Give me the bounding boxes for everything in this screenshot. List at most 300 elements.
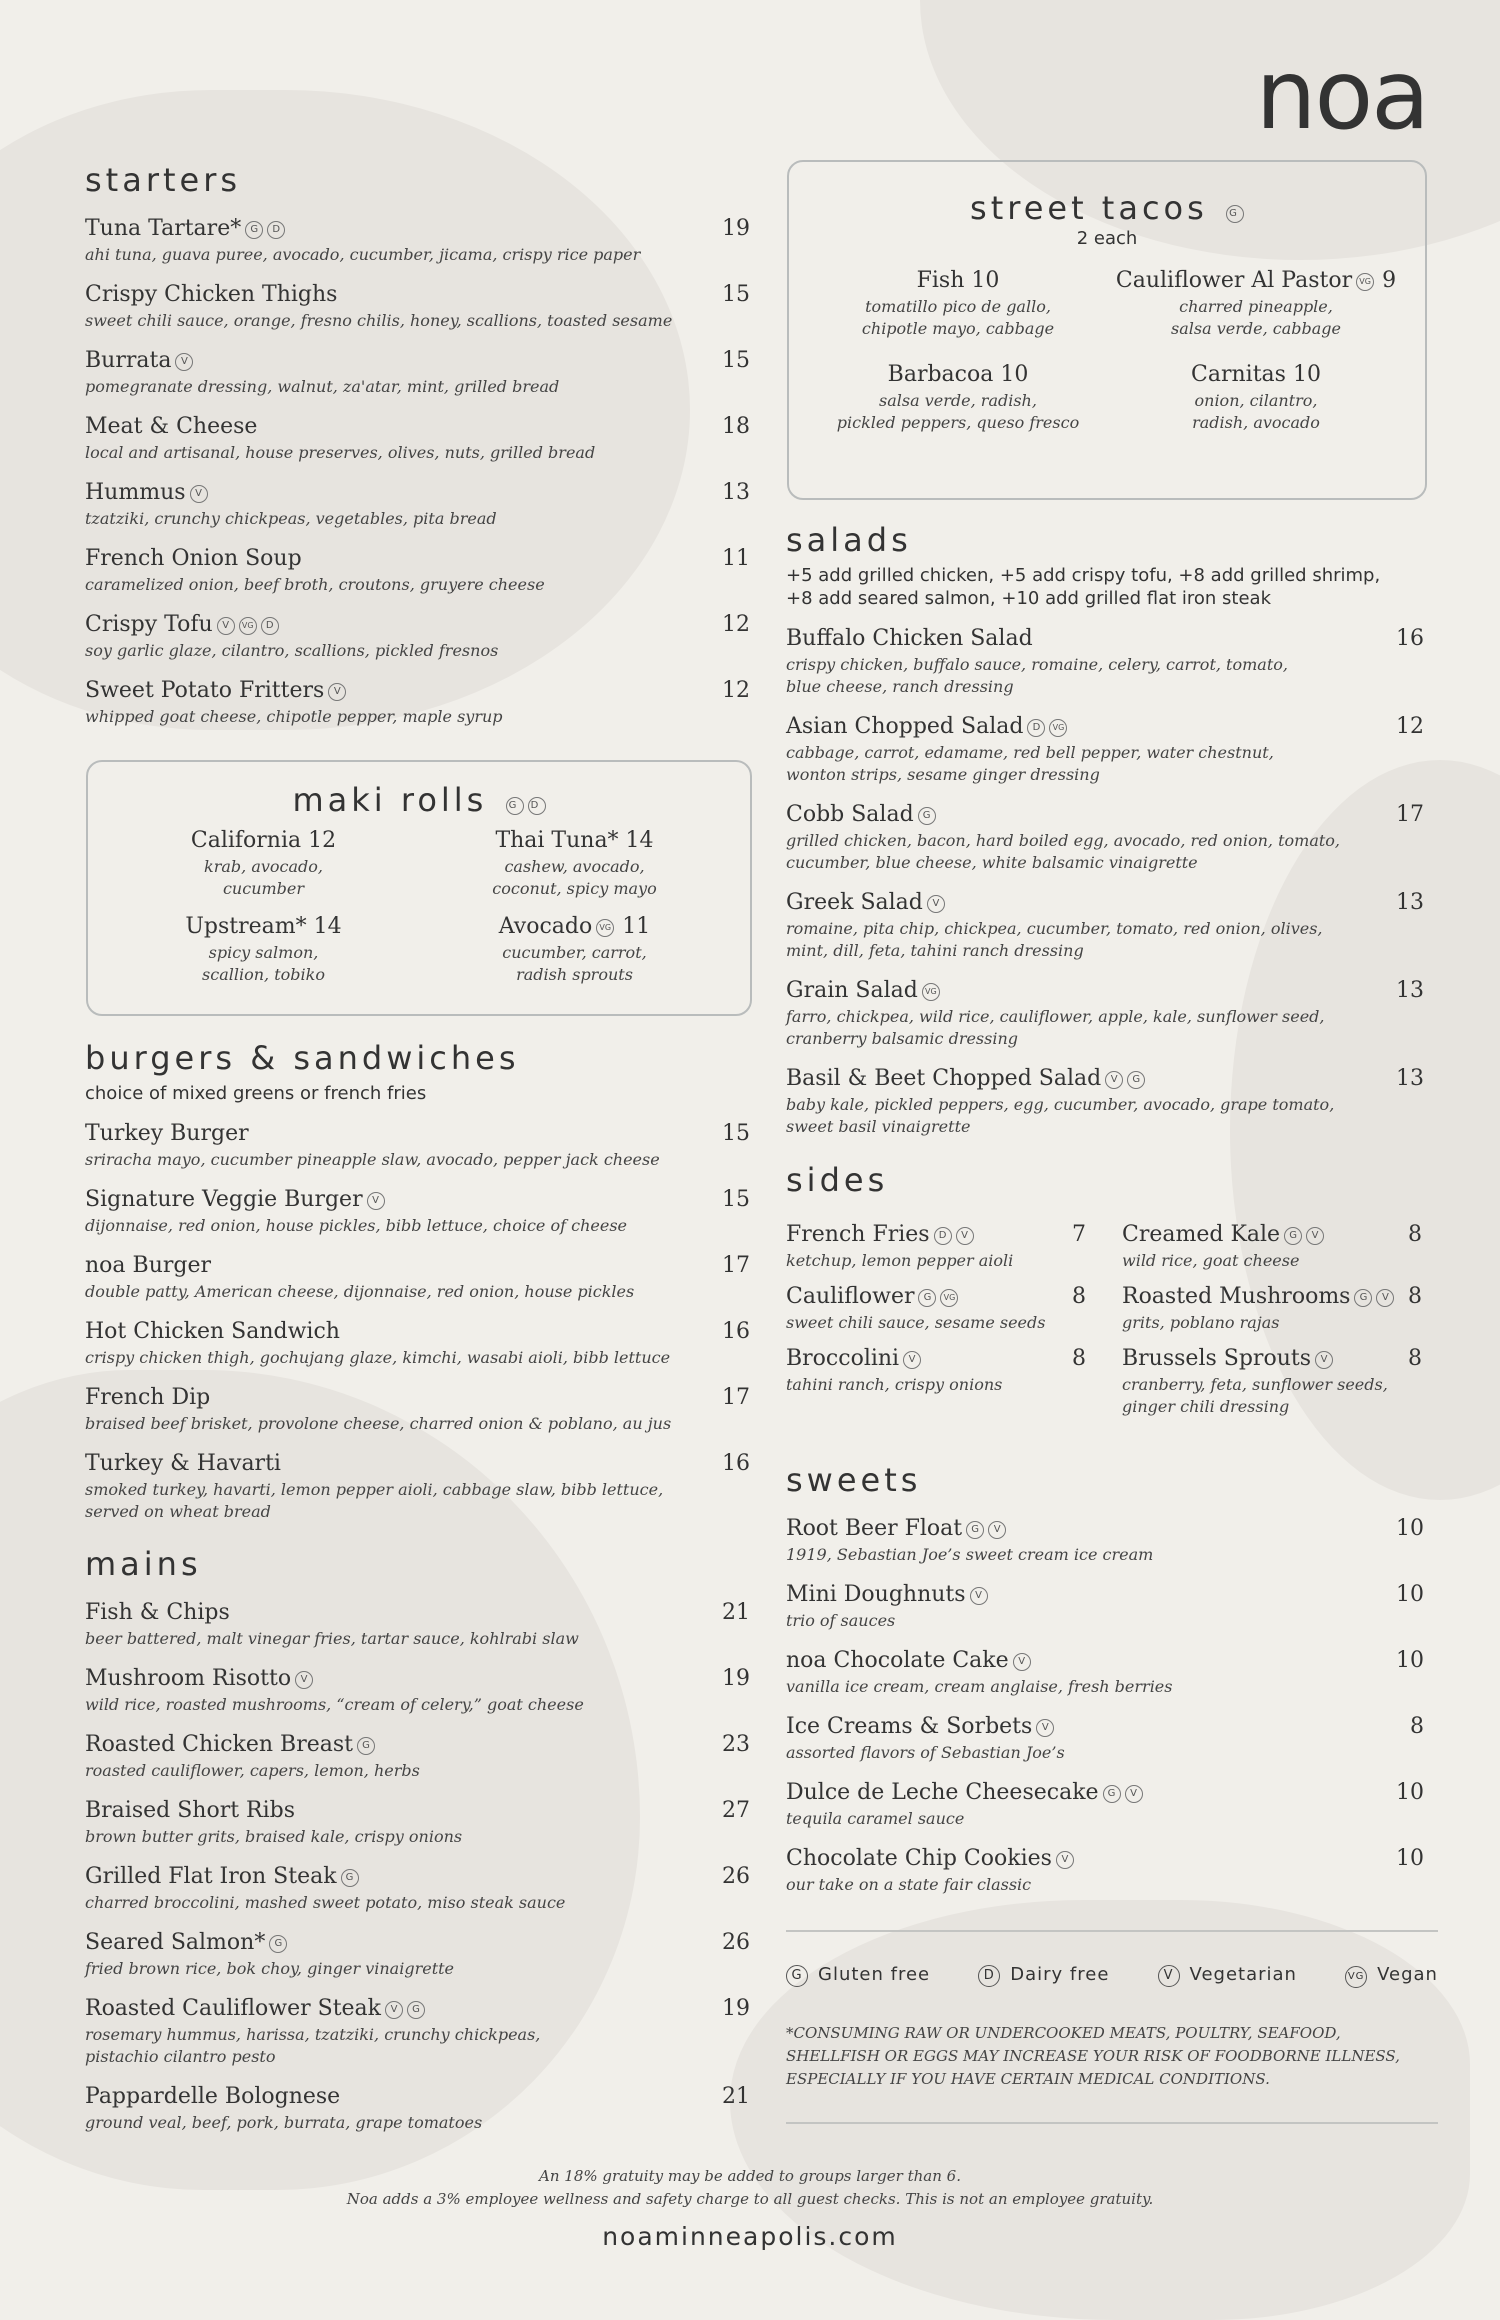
menu-item-name: Roasted Cauliflower Steak bbox=[85, 1996, 382, 2021]
menu-item-name: Grilled Flat Iron Steak bbox=[85, 1864, 337, 1889]
menu-item-name: Sweet Potato Fritters bbox=[85, 678, 325, 703]
menu-item-row bbox=[85, 1119, 750, 1149]
menu-item-row bbox=[85, 544, 750, 574]
grid-item-title bbox=[419, 826, 730, 856]
menu-item-row bbox=[85, 1317, 750, 1347]
menu-item-name: French Dip bbox=[85, 1385, 211, 1410]
mains-section bbox=[85, 1544, 750, 2134]
side-item-row bbox=[786, 1344, 1086, 1374]
side-item-name: Cauliflower bbox=[786, 1284, 915, 1309]
menu-item-price: 19 bbox=[722, 216, 750, 241]
menu-item-description: grilled chicken, bacon, hard boiled egg, avocado, red onion, tomato, bbox=[786, 831, 1341, 850]
dairy-free-icon: D bbox=[261, 617, 279, 635]
menu-item bbox=[85, 412, 750, 464]
grid-item-title bbox=[419, 912, 730, 942]
noa-logo: noa bbox=[1255, 39, 1428, 151]
dairy-free-icon: D bbox=[1027, 719, 1045, 737]
grid-item-description: radish, avocado bbox=[1192, 413, 1320, 432]
menu-item-title bbox=[85, 1383, 210, 1413]
menu-item-description: vanilla ice cream, cream anglaise, fresh berries bbox=[786, 1677, 1173, 1696]
menu-item-row bbox=[786, 1580, 1424, 1610]
menu-item-description: ahi tuna, guava puree, avocado, cucumber, jicama, crispy rice paper bbox=[85, 245, 641, 264]
menu-item bbox=[85, 2082, 750, 2134]
menu-item-name: Chocolate Chip Cookies bbox=[786, 1846, 1052, 1871]
menu-item-title bbox=[85, 1185, 385, 1215]
dairy-free-icon: D bbox=[934, 1227, 952, 1245]
menu-item-description: ground veal, beef, pork, burrata, grape tomatoes bbox=[85, 2113, 483, 2132]
grid-item bbox=[108, 826, 419, 900]
menu-item-row bbox=[786, 1778, 1424, 1808]
menu-item-description: pomegranate dressing, walnut, za'atar, mint, grilled bread bbox=[85, 377, 560, 396]
menu-item-title bbox=[85, 214, 285, 244]
vegetarian-icon: V bbox=[903, 1351, 921, 1369]
menu-item bbox=[85, 346, 750, 398]
legend-label: Vegetarian bbox=[1189, 1964, 1297, 1985]
tacos-grid bbox=[789, 266, 1425, 434]
menu-item-name: Hummus bbox=[85, 480, 186, 505]
menu-item-price: 12 bbox=[1396, 714, 1424, 739]
menu-item bbox=[85, 1251, 750, 1303]
menu-item-title bbox=[85, 1664, 313, 1694]
menu-item-name: Braised Short Ribs bbox=[85, 1798, 296, 1823]
tacos-sub: 2 each bbox=[1076, 228, 1138, 249]
menu-item-row bbox=[786, 1712, 1424, 1742]
menu-item-description: mint, dill, feta, tahini ranch dressing bbox=[786, 941, 1084, 960]
menu-item-name: Crispy Tofu bbox=[85, 612, 213, 637]
menu-item-description: rosemary hummus, harissa, tzatziki, crunchy chickpeas, bbox=[85, 2025, 541, 2044]
vegetarian-icon: V bbox=[367, 1192, 385, 1210]
menu-item-row bbox=[85, 412, 750, 442]
menu-item-name: Burrata bbox=[85, 348, 172, 373]
grid-item-description: tomatillo pico de gallo, bbox=[865, 297, 1051, 316]
legend-label: Dairy free bbox=[1010, 1964, 1110, 1985]
side-item-description: wild rice, goat cheese bbox=[1122, 1251, 1300, 1270]
side-item-title bbox=[786, 1282, 958, 1312]
burgers-list bbox=[85, 1119, 750, 1523]
menu-item-description: served on wheat bread bbox=[85, 1502, 271, 1521]
legend-label: Gluten free bbox=[818, 1964, 931, 1985]
side-item-name: Broccolini bbox=[786, 1346, 900, 1371]
menu-item bbox=[85, 610, 750, 662]
menu-item-price: 10 bbox=[1396, 1648, 1424, 1673]
dairy-free-icon: D bbox=[528, 797, 546, 815]
menu-item bbox=[85, 1664, 750, 1716]
menu-item-description: charred broccolini, mashed sweet potato, miso steak sauce bbox=[85, 1893, 566, 1912]
menu-item-price: 18 bbox=[722, 414, 750, 439]
vegetarian-icon: V bbox=[328, 683, 346, 701]
menu-item-price: 15 bbox=[722, 1187, 750, 1212]
grid-item-name: California 12 bbox=[190, 828, 337, 853]
menu-item-title bbox=[786, 976, 940, 1006]
salads-list bbox=[786, 624, 1424, 1138]
section-title-mains: mains bbox=[85, 1545, 202, 1583]
menu-item-price: 16 bbox=[1396, 626, 1424, 651]
menu-item bbox=[786, 1064, 1424, 1138]
menu-item bbox=[85, 214, 750, 266]
menu-item-row bbox=[786, 1514, 1424, 1544]
menu-item-price: 13 bbox=[1396, 1066, 1424, 1091]
sides-grid bbox=[786, 1210, 1424, 1418]
divider-top bbox=[786, 1930, 1438, 1932]
grid-item-description: chipotle mayo, cabbage bbox=[861, 319, 1055, 338]
menu-item-description: our take on a state fair classic bbox=[786, 1875, 1032, 1894]
menu-item bbox=[786, 624, 1424, 698]
menu-item-title bbox=[85, 676, 346, 706]
legend-dairy-free bbox=[978, 1964, 1109, 1988]
menu-item-title bbox=[85, 1862, 359, 1892]
menu-item bbox=[786, 1712, 1424, 1764]
vegetarian-icon: V bbox=[1125, 1785, 1143, 1803]
divider-bottom bbox=[786, 2122, 1438, 2124]
menu-item-name: Root Beer Float bbox=[786, 1516, 963, 1541]
menu-item-description: sweet basil vinaigrette bbox=[786, 1117, 971, 1136]
side-item-title bbox=[1122, 1220, 1324, 1250]
menu-item-name: Asian Chopped Salad bbox=[786, 714, 1024, 739]
menu-item-description: cranberry balsamic dressing bbox=[786, 1029, 1019, 1048]
menu-item bbox=[85, 676, 750, 728]
menu-item-title bbox=[85, 1796, 295, 1826]
menu-item-name: noa Chocolate Cake bbox=[786, 1648, 1009, 1673]
section-title-maki-rolls: maki rolls bbox=[292, 781, 488, 819]
side-item bbox=[1122, 1282, 1422, 1334]
grid-item-price: 11 bbox=[622, 914, 651, 939]
vegetarian-icon: V bbox=[1056, 1851, 1074, 1869]
menu-item bbox=[786, 976, 1424, 1050]
menu-item bbox=[85, 1449, 750, 1523]
menu-item-price: 12 bbox=[722, 678, 750, 703]
vegetarian-icon: V bbox=[1036, 1719, 1054, 1737]
menu-item-name: French Onion Soup bbox=[85, 546, 302, 571]
grid-item-title bbox=[809, 360, 1107, 390]
grid-item-description: salsa verde, radish, bbox=[879, 391, 1037, 410]
menu-item-name: noa Burger bbox=[85, 1253, 211, 1278]
side-item-title bbox=[786, 1220, 974, 1250]
menu-item-description: baby kale, pickled peppers, egg, cucumber, avocado, grape tomato, bbox=[786, 1095, 1335, 1114]
menu-item-price: 10 bbox=[1396, 1846, 1424, 1871]
grid-item-description: charred pineapple, bbox=[1179, 297, 1333, 316]
menu-item-description: caramelized onion, beef broth, croutons, gruyere cheese bbox=[85, 575, 545, 594]
side-item bbox=[786, 1344, 1086, 1418]
menu-item-title bbox=[786, 888, 945, 918]
gluten-free-icon: G bbox=[341, 1869, 359, 1887]
dietary-legend bbox=[786, 1964, 1438, 1988]
side-item-description: sweet chili sauce, sesame seeds bbox=[786, 1313, 1046, 1332]
menu-item-price: 26 bbox=[722, 1930, 750, 1955]
menu-item-row bbox=[85, 1449, 750, 1479]
grid-item-description: cucumber, carrot, bbox=[502, 943, 647, 962]
grid-item bbox=[108, 912, 419, 986]
menu-item-name: Tuna Tartare* bbox=[85, 216, 242, 241]
menu-item-price: 8 bbox=[1410, 1714, 1424, 1739]
maki-grid bbox=[88, 826, 750, 986]
section-title-street-tacos: street tacos bbox=[970, 189, 1208, 227]
menu-item-name: Fish & Chips bbox=[85, 1600, 230, 1625]
menu-item-row bbox=[786, 624, 1424, 654]
side-item-price: 8 bbox=[1408, 1346, 1422, 1371]
menu-item-title bbox=[786, 1712, 1054, 1742]
menu-item-name: Seared Salmon* bbox=[85, 1930, 266, 1955]
menu-item-name: Roasted Chicken Breast bbox=[85, 1732, 353, 1757]
menu-item-name: Dulce de Leche Cheesecake bbox=[786, 1780, 1099, 1805]
menu-item-title bbox=[85, 2082, 340, 2112]
section-title-burgers: burgers & sandwiches bbox=[85, 1039, 520, 1077]
menu-item-row bbox=[786, 1064, 1424, 1094]
menu-item-price: 17 bbox=[722, 1385, 750, 1410]
side-item-title bbox=[1122, 1282, 1394, 1312]
menu-item-price: 13 bbox=[722, 480, 750, 505]
grid-item-name: Avocado bbox=[498, 914, 593, 939]
menu-item-name: Turkey Burger bbox=[85, 1121, 249, 1146]
menu-item-name: Grain Salad bbox=[786, 978, 918, 1003]
menu-item-row bbox=[85, 478, 750, 508]
menu-item-price: 10 bbox=[1396, 1516, 1424, 1541]
menu-item-description: cucumber, blue cheese, white balsamic vinaigrette bbox=[786, 853, 1198, 872]
menu-item-description: romaine, pita chip, chickpea, cucumber, tomato, red onion, olives, bbox=[786, 919, 1323, 938]
mains-list bbox=[85, 1598, 750, 2134]
menu-item-title bbox=[85, 478, 208, 508]
vegetarian-icon: V bbox=[295, 1671, 313, 1689]
vegan-icon: VG bbox=[940, 1289, 958, 1307]
menu-item-row bbox=[85, 346, 750, 376]
menu-item-name: Cobb Salad bbox=[786, 802, 914, 827]
menu-item-description: beer battered, malt vinegar fries, tartar sauce, kohlrabi slaw bbox=[85, 1629, 579, 1648]
section-title-starters: starters bbox=[85, 161, 242, 199]
grid-item-title bbox=[1107, 266, 1405, 296]
menu-item-description: crispy chicken thigh, gochujang glaze, kimchi, wasabi aioli, bibb lettuce bbox=[85, 1348, 671, 1367]
menu-item-description: roasted cauliflower, capers, lemon, herbs bbox=[85, 1761, 420, 1780]
vegetarian-icon: V bbox=[1013, 1653, 1031, 1671]
menu-item-name: Buffalo Chicken Salad bbox=[786, 626, 1033, 651]
menu-item-row bbox=[786, 1646, 1424, 1676]
grid-item-title bbox=[108, 912, 419, 942]
sweets-list bbox=[786, 1514, 1424, 1896]
grid-item-description: scallion, tobiko bbox=[202, 965, 325, 984]
menu-item-price: 27 bbox=[722, 1798, 750, 1823]
menu-item-name: Meat & Cheese bbox=[85, 414, 258, 439]
menu-item-row bbox=[85, 1862, 750, 1892]
grid-item-price: 9 bbox=[1382, 268, 1397, 293]
menu-item-row bbox=[85, 610, 750, 640]
side-item-description: tahini ranch, crispy onions bbox=[786, 1375, 1003, 1394]
vegan-icon: VG bbox=[239, 617, 257, 635]
side-item bbox=[1122, 1220, 1422, 1272]
menu-item bbox=[786, 1646, 1424, 1698]
grid-item-name: Carnitas 10 bbox=[1191, 362, 1321, 387]
side-item-row bbox=[1122, 1220, 1422, 1250]
website-link[interactable]: noaminneapolis.com bbox=[602, 2222, 898, 2251]
vegetarian-icon: V bbox=[927, 895, 945, 913]
menu-item-title bbox=[85, 412, 257, 442]
menu-item-title bbox=[85, 1251, 211, 1281]
menu-item bbox=[786, 800, 1424, 874]
gluten-free-icon: G bbox=[918, 807, 936, 825]
side-item-price: 8 bbox=[1072, 1346, 1086, 1371]
vegetarian-icon: V bbox=[988, 1521, 1006, 1539]
menu-item-description: pistachio cilantro pesto bbox=[85, 2047, 276, 2066]
menu-item-row bbox=[85, 1994, 750, 2024]
menu-item-name: Pappardelle Bolognese bbox=[85, 2084, 341, 2109]
gluten-free-icon: G bbox=[506, 797, 524, 815]
menu-item-title bbox=[786, 1646, 1031, 1676]
grid-item bbox=[809, 360, 1107, 434]
menu-item-title bbox=[786, 1580, 988, 1610]
side-item-description: grits, poblano rajas bbox=[1122, 1313, 1280, 1332]
menu-item-title bbox=[85, 544, 302, 574]
menu-item-row bbox=[85, 2082, 750, 2112]
side-item-price: 8 bbox=[1408, 1222, 1422, 1247]
menu-item bbox=[85, 1119, 750, 1171]
menu-item-description: trio of sauces bbox=[786, 1611, 896, 1630]
menu-item-description: local and artisanal, house preserves, olives, nuts, grilled bread bbox=[85, 443, 596, 462]
section-title-sides: sides bbox=[786, 1161, 889, 1199]
menu-item bbox=[85, 478, 750, 530]
side-item-name: Roasted Mushrooms bbox=[1122, 1284, 1351, 1309]
gluten-free-icon: G bbox=[407, 2001, 425, 2019]
grid-item-description: onion, cilantro, bbox=[1194, 391, 1318, 410]
menu-item-name: Crispy Chicken Thighs bbox=[85, 282, 338, 307]
side-item-name: French Fries bbox=[786, 1222, 930, 1247]
vegetarian-icon: V bbox=[190, 485, 208, 503]
menu-item-price: 16 bbox=[722, 1319, 750, 1344]
menu-item-name: Mini Doughnuts bbox=[786, 1582, 966, 1607]
menu-item-title bbox=[85, 1598, 230, 1628]
menu-item bbox=[85, 1928, 750, 1980]
menu-item-description: soy garlic glaze, cilantro, scallions, pickled fresnos bbox=[85, 641, 499, 660]
menu-item-price: 19 bbox=[722, 1666, 750, 1691]
menu-item bbox=[85, 1598, 750, 1650]
raw-food-warning: *CONSUMING RAW OR UNDERCOOKED MEATS, POULTRY, SEAFOOD, SHELLFISH OR EGGS MAY INCREASE YOUR RISK OF FOODBORNE ILLNESS, ESPECIALLY IF YOU HAVE CERTAIN MEDICAL CONDITIONS. bbox=[786, 2024, 1400, 2088]
gluten-free-icon: G bbox=[1226, 205, 1244, 223]
menu-item-title bbox=[786, 1514, 1006, 1544]
menu-item bbox=[85, 280, 750, 332]
menu-item bbox=[786, 712, 1424, 786]
grid-item-description: coconut, spicy mayo bbox=[492, 879, 657, 898]
menu-item-price: 13 bbox=[1396, 890, 1424, 915]
starters-section bbox=[85, 160, 750, 728]
dairy-free-icon: D bbox=[267, 221, 285, 239]
menu-item-description: cabbage, carrot, edamame, red bell pepper, water chestnut, bbox=[786, 743, 1274, 762]
menu-item-row bbox=[85, 1185, 750, 1215]
gratuity-note: An 18% gratuity may be added to groups larger than 6. bbox=[539, 2167, 961, 2185]
menu-item-description: smoked turkey, havarti, lemon pepper aioli, cabbage slaw, bibb lettuce, bbox=[85, 1480, 664, 1499]
menu-item-row bbox=[85, 214, 750, 244]
menu-item-description: farro, chickpea, wild rice, cauliflower, apple, kale, sunflower seed, bbox=[786, 1007, 1325, 1026]
menu-item bbox=[85, 1383, 750, 1435]
side-item-row bbox=[1122, 1344, 1422, 1374]
vegan-icon: VG bbox=[596, 919, 614, 937]
street-tacos-box bbox=[787, 160, 1427, 500]
menu-item bbox=[786, 1844, 1424, 1896]
grid-item-name: Fish 10 bbox=[916, 268, 1000, 293]
menu-item-description: 1919, Sebastian Joe’s sweet cream ice cream bbox=[786, 1545, 1154, 1564]
grid-item bbox=[1107, 266, 1405, 340]
salads-section bbox=[786, 520, 1424, 1138]
menu-item-price: 19 bbox=[722, 1996, 750, 2021]
menu-item-title bbox=[85, 610, 279, 640]
menu-item-row bbox=[85, 1598, 750, 1628]
menu-item-name: Greek Salad bbox=[786, 890, 923, 915]
vegan-icon: VG bbox=[1049, 719, 1067, 737]
side-item-title bbox=[786, 1344, 921, 1374]
menu-item-name: Hot Chicken Sandwich bbox=[85, 1319, 340, 1344]
menu-item-row bbox=[85, 1383, 750, 1413]
side-item-price: 8 bbox=[1072, 1284, 1086, 1309]
grid-item bbox=[1107, 360, 1405, 434]
menu-item-price: 13 bbox=[1396, 978, 1424, 1003]
menu-item-description: crispy chicken, buffalo sauce, romaine, celery, carrot, tomato, bbox=[786, 655, 1288, 674]
grid-item-description: salsa verde, cabbage bbox=[1171, 319, 1341, 338]
menu-item-title bbox=[85, 346, 193, 376]
starters-list bbox=[85, 214, 750, 728]
menu-item-description: tequila caramel sauce bbox=[786, 1809, 965, 1828]
grid-item-description: radish sprouts bbox=[516, 965, 633, 984]
menu-item-price: 15 bbox=[722, 282, 750, 307]
side-item-description: ginger chili dressing bbox=[1122, 1397, 1290, 1416]
grid-item-title bbox=[1107, 360, 1405, 390]
menu-item-name: Ice Creams & Sorbets bbox=[786, 1714, 1033, 1739]
menu-item-row bbox=[786, 712, 1424, 742]
menu-item bbox=[85, 1185, 750, 1237]
side-item bbox=[786, 1220, 1086, 1272]
menu-item-title bbox=[85, 1928, 287, 1958]
menu-item-row bbox=[85, 676, 750, 706]
menu-item bbox=[786, 888, 1424, 962]
menu-item-price: 15 bbox=[722, 348, 750, 373]
menu-item-row bbox=[85, 1664, 750, 1694]
menu-item-title bbox=[85, 1317, 340, 1347]
gluten-free-icon: G bbox=[1127, 1071, 1145, 1089]
grid-item-description: cucumber bbox=[222, 879, 305, 898]
legend-vegetarian bbox=[1158, 1964, 1297, 1988]
vegetarian-icon: V bbox=[1315, 1351, 1333, 1369]
section-title-sweets: sweets bbox=[786, 1461, 922, 1499]
vegetarian-icon: V bbox=[1158, 1965, 1180, 1987]
grid-item-name: Cauliflower Al Pastor bbox=[1115, 268, 1353, 293]
menu-item-description: brown butter grits, braised kale, crispy onions bbox=[85, 1827, 463, 1846]
menu-item-description: sriracha mayo, cucumber pineapple slaw, avocado, pepper jack cheese bbox=[85, 1150, 660, 1169]
menu-item-description: wild rice, roasted mushrooms, “cream of celery,” goat cheese bbox=[85, 1695, 584, 1714]
menu-item bbox=[85, 544, 750, 596]
menu-item-description: assorted flavors of Sebastian Joe’s bbox=[786, 1743, 1065, 1762]
wellness-charge-note: Noa adds a 3% employee wellness and safety charge to all guest checks. This is not an employee gratuity. bbox=[346, 2190, 1154, 2208]
menu-item-title bbox=[85, 1730, 375, 1760]
menu-item bbox=[85, 1862, 750, 1914]
side-item-row bbox=[786, 1220, 1086, 1250]
side-item-description: ketchup, lemon pepper aioli bbox=[786, 1251, 1014, 1270]
vegetarian-icon: V bbox=[1306, 1227, 1324, 1245]
side-item bbox=[786, 1282, 1086, 1334]
vegan-icon: VG bbox=[1356, 273, 1374, 291]
salads-note-1: +5 add grilled chicken, +5 add crispy tofu, +8 add grilled shrimp, bbox=[786, 565, 1381, 586]
menu-item-row bbox=[85, 1251, 750, 1281]
grid-item-name: Thai Tuna* 14 bbox=[495, 828, 654, 853]
menu-item-title bbox=[786, 712, 1067, 742]
side-item-title bbox=[1122, 1344, 1333, 1374]
menu-item bbox=[85, 1994, 750, 2068]
menu-item-price: 17 bbox=[1396, 802, 1424, 827]
gluten-free-icon: G bbox=[357, 1737, 375, 1755]
menu-item-price: 21 bbox=[722, 1600, 750, 1625]
menu-item-description: double patty, American cheese, dijonnaise, red onion, house pickles bbox=[85, 1282, 635, 1301]
menu-item-name: Mushroom Risotto bbox=[85, 1666, 292, 1691]
gluten-free-icon: G bbox=[786, 1965, 808, 1987]
gluten-free-icon: G bbox=[1103, 1785, 1121, 1803]
section-title-salads: salads bbox=[786, 521, 912, 559]
menu-item-title bbox=[85, 1449, 281, 1479]
vegetarian-icon: V bbox=[956, 1227, 974, 1245]
grid-item-title bbox=[809, 266, 1107, 296]
menu-item-description: whipped goat cheese, chipotle pepper, maple syrup bbox=[85, 707, 503, 726]
